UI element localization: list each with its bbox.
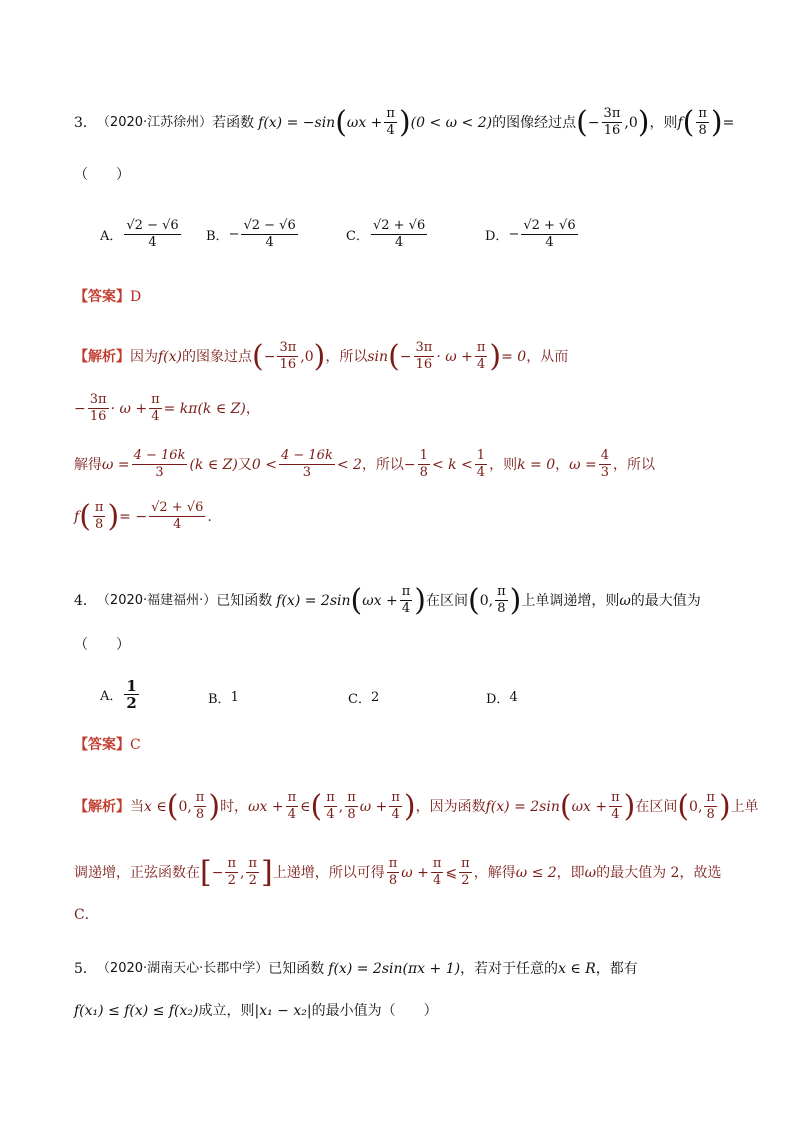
frac-num: π bbox=[287, 790, 297, 805]
paren-open: ( bbox=[682, 104, 695, 140]
option-label: D． bbox=[485, 229, 509, 244]
analysis-text: ， bbox=[245, 400, 260, 417]
paren-close: ) bbox=[398, 104, 411, 140]
point-rest: ,0 bbox=[624, 114, 638, 131]
option-sign: − bbox=[508, 227, 520, 242]
analysis-text: ，所以 bbox=[613, 456, 655, 473]
frac-den: 8 bbox=[698, 123, 707, 138]
frac-den: 2 bbox=[126, 694, 137, 712]
frac-num: √2 − √6 bbox=[243, 218, 296, 233]
frac-num: π bbox=[386, 106, 395, 121]
frac-num: π bbox=[706, 790, 715, 805]
option-label: C． bbox=[346, 229, 369, 244]
option-value bbox=[521, 218, 577, 251]
frac-den: 4 bbox=[476, 357, 486, 372]
frac-num: π bbox=[195, 790, 205, 805]
frac-num: π bbox=[347, 790, 356, 805]
frac-num: π bbox=[461, 856, 470, 871]
analysis-expr: = − bbox=[119, 508, 148, 525]
answer-blank: （ ） bbox=[74, 167, 130, 183]
frac-num: √2 − √6 bbox=[126, 218, 179, 233]
interval-start: 0, bbox=[479, 592, 494, 609]
frac-den: 16 bbox=[603, 123, 621, 138]
condition: (0 < ω < 2) bbox=[410, 114, 493, 131]
inner-expr: ωx + bbox=[362, 592, 398, 609]
analysis-text: 上递增，所以可得 bbox=[272, 864, 385, 881]
analysis-text: ，则 bbox=[489, 456, 518, 473]
analysis-text: ，解得 bbox=[473, 864, 516, 881]
frac-den: 4 bbox=[287, 807, 296, 822]
analysis-3-line-3 bbox=[74, 448, 734, 481]
interval-start: 0, bbox=[689, 798, 703, 815]
option-label: A． bbox=[100, 229, 123, 244]
stem-text: 若函数 bbox=[212, 114, 255, 131]
question-3 bbox=[74, 104, 735, 183]
option-value bbox=[371, 218, 427, 251]
analysis-expr: 0 < bbox=[251, 456, 277, 473]
domain-expr: x ∈ R bbox=[558, 961, 596, 977]
stem-text: 已知函数 bbox=[268, 961, 325, 977]
stem-text: 在区间 bbox=[425, 592, 468, 609]
analysis-text: 当 bbox=[130, 798, 144, 815]
inequality-expr: f(x₁) ≤ f(x) ≤ f(x₂) bbox=[74, 1003, 199, 1019]
analysis-tag: 【解析】 bbox=[74, 798, 130, 815]
frac-num: π bbox=[388, 856, 398, 871]
omega-symbol: ω bbox=[584, 864, 597, 881]
abs-expr: |x₁ − x₂| bbox=[254, 1003, 312, 1019]
analysis-text: 在区间 bbox=[635, 798, 678, 815]
analysis-expr: ω + bbox=[359, 798, 388, 815]
frac-den: 16 bbox=[279, 357, 297, 372]
option-label: A． bbox=[100, 689, 123, 704]
frac-num: π bbox=[611, 790, 620, 805]
frac-den: 4 bbox=[148, 235, 157, 250]
stem-text: 的图像经过点 bbox=[492, 114, 577, 131]
frac-den: 2 bbox=[461, 873, 470, 888]
frac-num: π bbox=[94, 500, 104, 515]
analysis-expr: ω ≤ 2 bbox=[515, 864, 557, 881]
analysis-text: ，从而 bbox=[526, 348, 569, 365]
question-5-stem bbox=[74, 958, 734, 980]
sin-label: sin bbox=[367, 348, 389, 365]
frac-num: π bbox=[227, 856, 236, 871]
analysis-expr: < 2 bbox=[336, 456, 362, 473]
analysis-text: ，因为函数 bbox=[415, 798, 486, 815]
question-4 bbox=[74, 582, 734, 653]
function-expr: f(x) = −sin bbox=[258, 114, 336, 131]
option-sign: − bbox=[228, 227, 240, 242]
stem-text: 的最大值为 bbox=[630, 592, 701, 609]
equals-sign: = bbox=[722, 114, 735, 131]
stem-text: 成立，则 bbox=[198, 1003, 255, 1019]
question-5 bbox=[74, 958, 734, 980]
function-name: f bbox=[677, 114, 683, 131]
option-c[interactable] bbox=[346, 218, 429, 251]
frac-den: 4 bbox=[391, 807, 400, 822]
analysis-text: ，所以 bbox=[325, 348, 368, 365]
frac-den: 8 bbox=[497, 601, 506, 616]
frac-num: √2 + √6 bbox=[151, 500, 204, 515]
frac-den: 8 bbox=[95, 517, 104, 532]
frac-den: 4 bbox=[265, 235, 274, 250]
frac-den: 4 bbox=[386, 123, 395, 138]
option-c[interactable] bbox=[348, 688, 379, 707]
analysis-expr: < k < bbox=[431, 456, 473, 473]
analysis-expr: (k ∈ Z) bbox=[189, 456, 238, 473]
analysis-text: 解得 bbox=[74, 456, 102, 473]
frac-den: 4 bbox=[151, 409, 160, 424]
option-label: B． bbox=[206, 229, 229, 244]
analysis-expr: ω + bbox=[401, 864, 429, 881]
analysis-4-line-2: 调递增，正弦函数在 [ − $\frac{\pi}{2}$ , $\frac{\pi}{2}$ ] 上递增，所以可得 $\frac{\pi}{8}$ ω + $\frac{\pi}{4}$ ⩽ $\frac{\pi}{2}$ ，解得 ω ≤ 2 ，即 ω 的最大值为 2，故选 bbox=[74, 854, 722, 890]
analysis-text: ，即 bbox=[556, 864, 585, 881]
function-name: f bbox=[74, 508, 80, 525]
option-value bbox=[124, 218, 180, 251]
option-a[interactable] bbox=[100, 678, 141, 711]
analysis-text: ，所以 bbox=[361, 456, 404, 473]
frac-num: 4 bbox=[600, 448, 609, 463]
frac-den: 4 bbox=[394, 235, 404, 250]
analysis-expr: · ω + bbox=[436, 348, 473, 365]
function-expr: f(x) = 2sin bbox=[485, 798, 560, 815]
comma: , bbox=[240, 864, 245, 881]
frac-den: 16 bbox=[415, 357, 433, 372]
frac-num: π bbox=[326, 790, 335, 805]
frac-num: 4 − 16k bbox=[133, 448, 186, 463]
analysis-expr: = 0 bbox=[501, 348, 527, 365]
paren-open: ( bbox=[576, 104, 588, 140]
fraction bbox=[696, 106, 709, 139]
analysis-expr: ⩽ bbox=[445, 864, 458, 881]
question-4-stem: 4． （2020·福建福州·） 已知函数 f(x) = 2sin ( ωx + $\frac{\pi}{4}$ ) 在区间 ( 0, $\frac{\pi}{8}$ ) 上单调递增，则 ω 的最大值为 bbox=[74, 582, 701, 618]
fraction bbox=[384, 106, 397, 139]
frac-den: 8 bbox=[419, 465, 428, 480]
analysis-expr: ω = bbox=[102, 456, 130, 473]
frac-num: π bbox=[401, 584, 411, 599]
stem-text: ，则 bbox=[649, 114, 678, 131]
analysis-expr: = kπ(k ∈ Z) bbox=[163, 400, 246, 417]
function-expr: f(x) bbox=[158, 348, 183, 365]
question-number: 3． bbox=[74, 114, 97, 131]
option-a[interactable] bbox=[100, 218, 183, 251]
option-b[interactable] bbox=[208, 688, 239, 707]
frac-num: 1 bbox=[419, 448, 428, 463]
function-expr: f(x) = 2sin(πx + 1) bbox=[328, 961, 461, 977]
analysis-3-line-1: 【解析】 因为 f(x) 的图象过点 ( − $\frac{3\pi}{16}$ ,0 ) ，所以 sin ( − $\frac{3\pi}{16}$ · ω + $\frac{\pi}{4}$ ) = 0 ，从而 bbox=[74, 338, 569, 374]
frac-num: √2 + √6 bbox=[372, 218, 426, 233]
option-b[interactable] bbox=[206, 218, 300, 251]
option-d[interactable] bbox=[485, 218, 580, 251]
option-value: 2 bbox=[370, 690, 380, 705]
analysis-text: 因为 bbox=[130, 348, 158, 365]
analysis-expr: ∈ bbox=[300, 798, 311, 815]
analysis-text: C． bbox=[74, 907, 99, 923]
answer-value: C bbox=[130, 737, 141, 753]
frac-num: 3π bbox=[415, 340, 433, 355]
frac-num: π bbox=[497, 584, 506, 599]
answer-tag: 【答案】 bbox=[74, 737, 130, 753]
stem-text: ，若对于任意的 bbox=[460, 961, 559, 977]
analysis-4-line-3 bbox=[74, 904, 734, 926]
question-number: 5． bbox=[74, 961, 97, 977]
comma: , bbox=[338, 798, 344, 815]
option-d[interactable] bbox=[486, 688, 518, 707]
analysis-text: 的最大值为 2，故选 bbox=[596, 864, 722, 881]
frac-den: 8 bbox=[706, 807, 715, 822]
answer-4 bbox=[74, 734, 734, 756]
frac-den: 4 bbox=[401, 601, 411, 616]
question-source: （2020·湖南天心·长郡中学） bbox=[96, 961, 269, 976]
analysis-expr: · ω + bbox=[110, 400, 148, 417]
analysis-text: 调递增，正弦函数在 bbox=[74, 864, 200, 881]
option-label: B． bbox=[208, 692, 231, 707]
function-expr: f(x) = 2sin bbox=[276, 592, 351, 609]
analysis-expr: x ∈ bbox=[144, 798, 167, 815]
frac-den: 8 bbox=[347, 807, 356, 822]
question-5-line-2 bbox=[74, 1000, 734, 1022]
frac-den: 16 bbox=[89, 409, 107, 424]
frac-den: 4 bbox=[545, 235, 554, 250]
minus-sign: − bbox=[403, 456, 416, 473]
fraction bbox=[602, 106, 623, 139]
frac-den: 3 bbox=[600, 465, 609, 480]
frac-den: 2 bbox=[227, 873, 236, 888]
frac-num: π bbox=[698, 106, 707, 121]
analysis-text: . bbox=[207, 508, 212, 525]
frac-den: 8 bbox=[195, 807, 205, 822]
frac-den: 4 bbox=[611, 807, 620, 822]
option-value: 1 bbox=[230, 690, 239, 705]
frac-den: 3 bbox=[302, 465, 312, 480]
frac-num: √2 + √6 bbox=[523, 218, 576, 233]
frac-num: π bbox=[391, 790, 400, 805]
frac-num: 3π bbox=[89, 392, 107, 407]
answer-blank: （ ） bbox=[74, 637, 130, 653]
frac-num: π bbox=[432, 856, 442, 871]
paren-close: ) bbox=[710, 104, 723, 140]
analysis-3-line-4: f ( $\frac{\pi}{8}$ ) = − $\frac{√2 + √6}{4}$ . bbox=[74, 498, 212, 534]
analysis-text: 上单 bbox=[730, 798, 759, 815]
frac-num: 3π bbox=[279, 340, 297, 355]
frac-den: 8 bbox=[388, 873, 398, 888]
stem-text: 已知函数 bbox=[216, 592, 273, 609]
option-value bbox=[241, 218, 297, 251]
question-number: 4． bbox=[74, 592, 97, 609]
option-label: D． bbox=[486, 692, 510, 707]
option-label: C． bbox=[348, 692, 371, 707]
inner-expr: ωx + bbox=[571, 798, 608, 815]
omega-symbol: ω bbox=[619, 592, 631, 609]
frac-num: π bbox=[476, 340, 486, 355]
answer-tag: 【答案】 bbox=[74, 289, 130, 305]
answer-value: D bbox=[130, 289, 142, 305]
analysis-4-line-1: 【解析】 当 x ∈ ( 0, $\frac{\pi}{8}$ ) 时， ωx + $\frac{\pi}{4}$ ∈ ( $\frac{\pi}{4}$ , $\frac{\pi}{8}$ ω + $\frac{\pi}{4}$ ) ，因为函数 f(x) = 2sin ( ωx + $\frac{\pi}{4}$ ) 在区间 ( 0, $\frac{\pi}{8}$ ) 上单 bbox=[74, 788, 759, 824]
question-source: （2020·福建福州·） bbox=[96, 592, 217, 608]
frac-num: 1 bbox=[126, 677, 137, 695]
paren-close: ) bbox=[637, 104, 650, 140]
frac-den: 4 bbox=[433, 873, 442, 888]
analysis-text: 时， bbox=[220, 798, 249, 815]
stem-text: 的最小值为（ ） bbox=[311, 1003, 438, 1019]
analysis-text: ， bbox=[555, 456, 570, 473]
question-source: （2020·江苏徐州） bbox=[96, 114, 213, 130]
frac-num: π bbox=[248, 856, 257, 871]
paren-open: ( bbox=[335, 104, 347, 140]
frac-den: 3 bbox=[155, 465, 164, 480]
analysis-expr: ω = bbox=[569, 456, 597, 473]
frac-num: 4 − 16k bbox=[280, 448, 333, 463]
stem-text: 上单调递增，则 bbox=[521, 592, 620, 609]
stem-text: ，都有 bbox=[595, 961, 638, 977]
analysis-expr: k = 0 bbox=[517, 456, 556, 473]
frac-num: 1 bbox=[476, 448, 486, 463]
analysis-tag: 【解析】 bbox=[74, 348, 130, 365]
analysis-expr: ωx + bbox=[248, 798, 284, 815]
frac-num: 3π bbox=[603, 106, 621, 121]
answer-3 bbox=[74, 286, 734, 308]
frac-den: 4 bbox=[326, 807, 335, 822]
interval-start: 0, bbox=[178, 798, 192, 815]
analysis-3-line-2: − $\frac{3\pi}{16}$ · ω + $\frac{\pi}{4}$ = kπ(k ∈ Z) ， bbox=[74, 392, 260, 424]
question-3-stem: 3． （2020·江苏徐州） 若函数 f(x) = −sin ( ωx + $\frac{\pi}{4}$ ) (0 < ω < 2) 的图像经过点 ( − $\frac{3\pi}{16}$ ,0 ) ，则 f ( $\frac{\pi}{8}$ ) = bbox=[74, 104, 735, 140]
frac-den: 4 bbox=[476, 465, 486, 480]
frac-den: 4 bbox=[173, 517, 182, 532]
frac-den: 2 bbox=[248, 873, 257, 888]
analysis-text: 的图象过点 bbox=[182, 348, 253, 365]
analysis-text: 又 bbox=[237, 456, 252, 473]
inner-expr: ωx + bbox=[346, 114, 383, 131]
point-rest: ,0 bbox=[300, 348, 314, 365]
frac-num: π bbox=[151, 392, 160, 407]
option-value: 4 bbox=[509, 690, 518, 705]
